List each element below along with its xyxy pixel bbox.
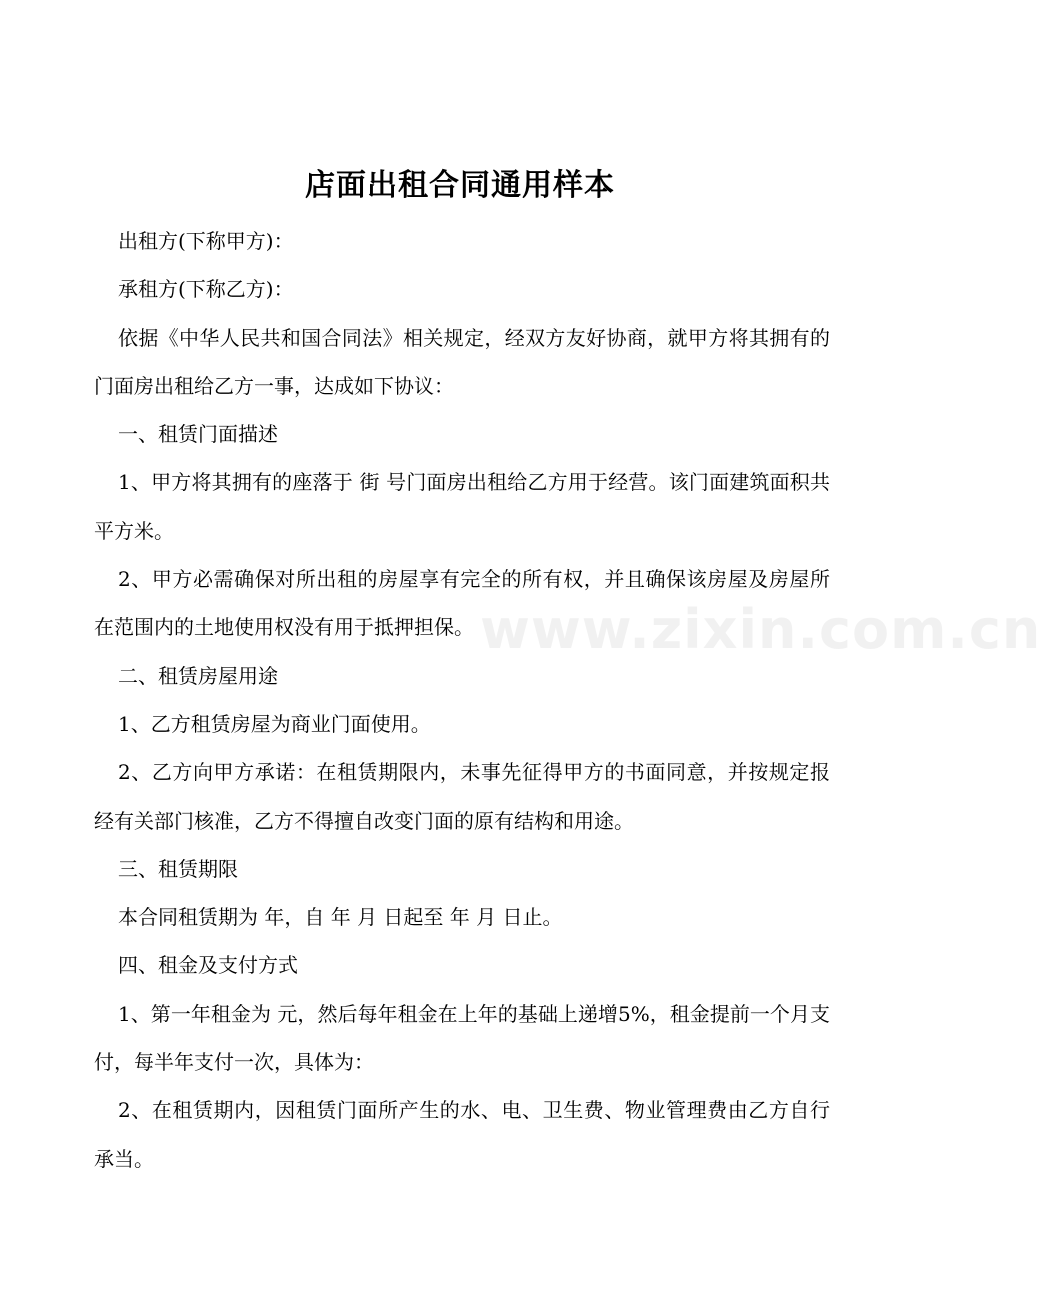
watermark: www.zixin.com.cn (480, 598, 1041, 661)
paragraph-2-2: 2、乙方向甲方承诺：在租赁期限内，未事先征得甲方的书面同意，并按规定报经有关部门核准，乙方不得擅自改变门面的原有结构和用途。 (94, 760, 830, 833)
paragraph-1-2: 2、甲方必需确保对所出租的房屋享有完全的所有权，并且确保该房屋及房屋所在范围内的土地使用权没有用于抵押担保。 (94, 567, 830, 640)
section-heading-2: 二、租赁房屋用途 (118, 663, 278, 688)
paragraph-lessee: 承租方(下称乙方)： (118, 277, 294, 302)
paragraph-2-1: 1、乙方租赁房屋为商业门面使用。 (118, 711, 431, 736)
section-heading-1: 一、租赁门面描述 (118, 422, 278, 447)
document-title: 店面出租合同通用样本 (305, 168, 615, 203)
section-heading-3: 三、租赁期限 (118, 856, 238, 881)
document-body (94, 217, 830, 1183)
paragraph-lessor: 出租方(下称甲方)： (118, 229, 294, 253)
paragraph-4-1: 1、第一年租金为 元，然后每年租金在上年的基础上递增5%，租金提前一个月支付，每半年支付一次，具体为： (94, 1001, 830, 1075)
paragraph-4-2: 2、在租赁期内，因租赁门面所产生的水、电、卫生费、物业管理费由乙方自行承当。 (94, 1098, 830, 1171)
paragraph-preamble: 依据《中华人民共和国合同法》相关规定，经双方友好协商，就甲方将其拥有的门面房出租给乙方一事，达成如下协议： (94, 325, 830, 398)
paragraph-3-1: 本合同租赁期为 年，自 年 月 日起至 年 月 日止。 (118, 905, 563, 930)
paragraph-1-1: 1、甲方将其拥有的座落于 街 号门面房出租给乙方用于经营。该门面建筑面积共 平方米。 (94, 470, 830, 543)
section-heading-4: 四、租金及支付方式 (118, 953, 298, 978)
